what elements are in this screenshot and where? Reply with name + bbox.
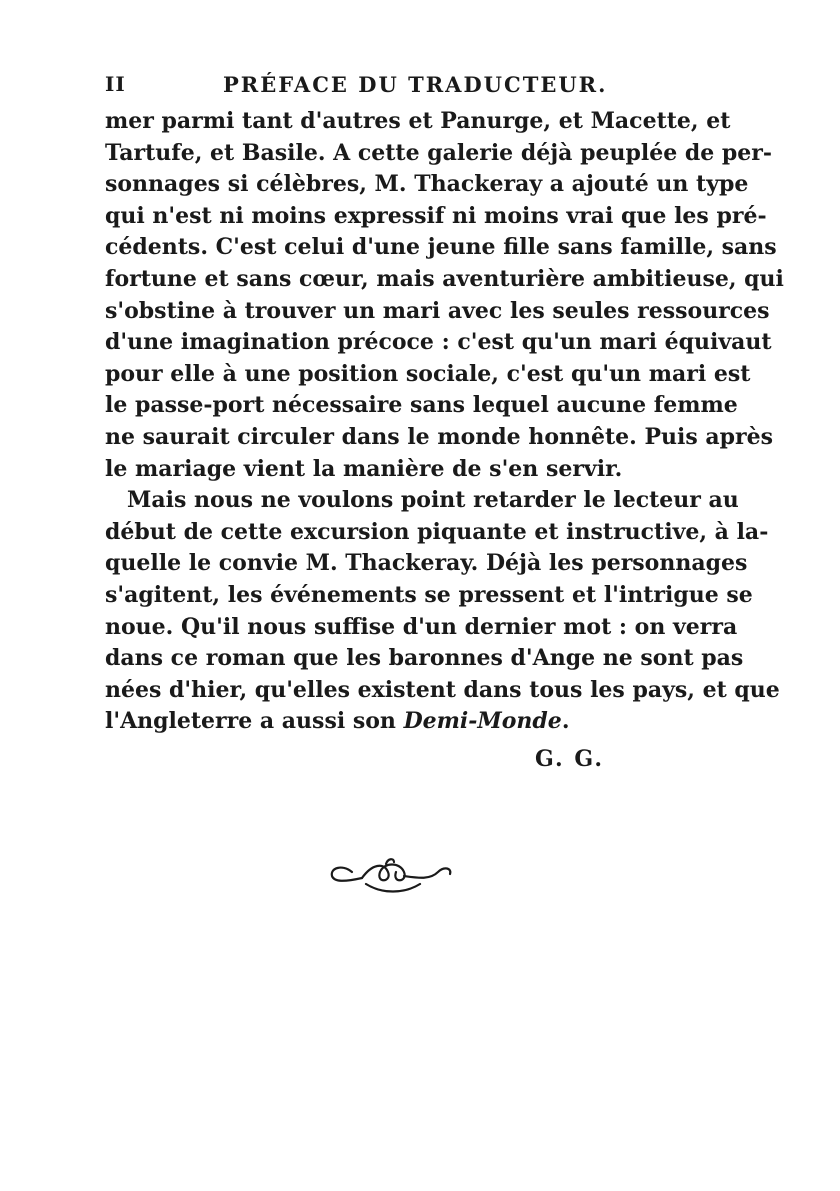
text-line: ne saurait circuler dans le monde honnête. Puis après — [105, 423, 774, 450]
text-line: pour elle à une position sociale, c'est qu'un mari est — [105, 360, 751, 387]
text-line: cédents. C'est celui d'une jeune fille sans famille, sans — [105, 234, 777, 261]
text-line: nées d'hier, qu'elles existent dans tous les pays, et que — [105, 676, 780, 703]
book-title-emphasis: Demi-Monde — [403, 708, 562, 735]
text-line: s'agitent, les événements se pressent et l'intrigue se — [105, 581, 753, 608]
text-line: le passe-port nécessaire sans lequel aucune femme — [105, 392, 738, 419]
running-head — [105, 72, 685, 102]
preface-text — [105, 106, 784, 738]
text-line: d'une imagination précoce : c'est qu'un mari équivaut — [105, 329, 772, 356]
text-line: Tartufe, et Basile. A cette galerie déjà peuplée de per- — [105, 139, 772, 166]
text-fragment: l'Angleterre a aussi son — [105, 708, 404, 735]
text-line: quelle le convie M. Thackeray. Déjà les personnages — [105, 550, 748, 577]
text-line: dans ce roman que les baronnes d'Ange ne sont pas — [105, 645, 744, 672]
text-line: sonnages si célèbres, M. Thackeray a ajouté un type — [105, 171, 749, 198]
text-line: s'obstine à trouver un mari avec les seules ressources — [105, 297, 770, 324]
text-line: noue. Qu'il nous suffise d'un dernier mot : on verra — [105, 613, 738, 640]
text-line: début de cette excursion piquante et instructive, à la- — [105, 518, 769, 545]
text-line: mer parmi tant d'autres et Panurge, et Macette, et — [105, 108, 731, 134]
text-line: le mariage vient la manière de s'en servir. — [105, 455, 623, 482]
text-line: qui n'est ni moins expressif ni moins vrai que les pré- — [105, 202, 767, 229]
text-fragment: . — [561, 708, 570, 735]
text-line: Mais nous ne voulons point retarder le lecteur au — [127, 487, 739, 514]
page-number: II — [105, 72, 126, 96]
signature: G. G. — [535, 746, 604, 772]
fleuron-ornament-icon — [322, 850, 462, 900]
page-title: PRÉFACE DU TRADUCTEUR. — [223, 72, 608, 97]
text-line-final — [105, 706, 685, 738]
text-line: fortune et sans cœur, mais aventurière ambitieuse, qui — [105, 265, 784, 292]
